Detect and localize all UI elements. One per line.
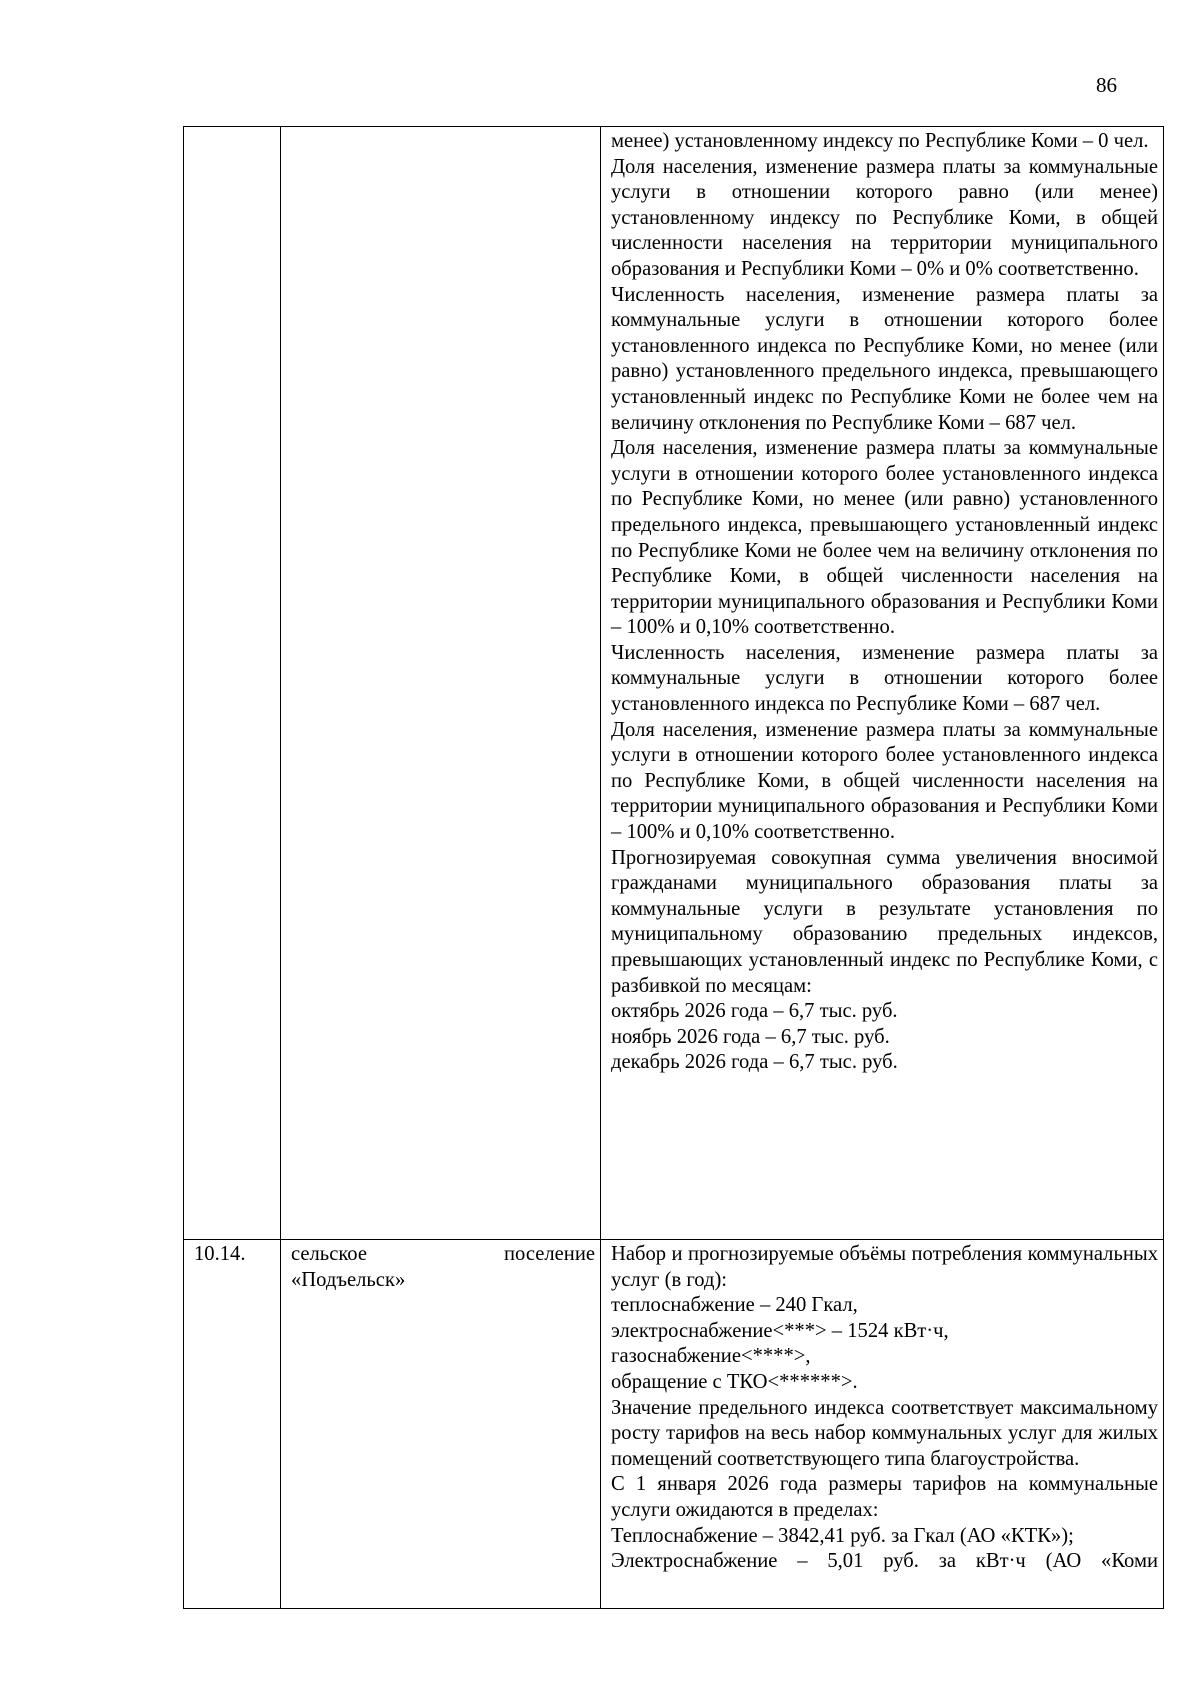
paragraph: газоснабжение<****>,	[611, 1345, 811, 1368]
paragraph: Численность населения, изменение размера платы за коммунальные услуги в отношении которого более установленного индекса по Республике Коми, но менее (или равно) установленного предельного индекса, превышающего установленный индекс по Республике Коми не более чем на величину отклонения по Республике Коми – 687 чел.	[611, 283, 1158, 434]
paragraph: октябрь 2026 года – 6,7 тыс. руб.	[611, 1000, 898, 1023]
paragraph: Прогнозируемая совокупная сумма увеличения вносимой гражданами муниципального образования платы за коммунальные услуги в результате установления по муниципальному образованию предельных индексов, превышающих установленный индекс по Республике Коми, с разбивкой по месяцам:	[611, 846, 1158, 997]
row-description	[611, 1242, 1158, 1575]
paragraph: Электроснабжение – 5,01 руб. за кВт·ч (АО «Коми	[611, 1550, 1158, 1573]
row-description	[611, 129, 1158, 1076]
row-number-cell	[184, 1240, 281, 1609]
table-row	[184, 1240, 1164, 1609]
row-name-cell	[281, 127, 601, 1240]
paragraph: электроснабжение<***> – 1524 кВт·ч,	[611, 1319, 949, 1342]
row-description-cell	[601, 127, 1164, 1240]
paragraph: Доля населения, изменение размера платы за коммунальные услуги в отношении которого более установленного индекса по Республике Коми, но менее (или равно) установленного предельного индекса, превышающего установленный индекс по Республике Коми не более чем на величину отклонения по Республике Коми, в общей численности населения на территории муниципального образования и Республики Коми – 100% и 0,10% соответственно.	[611, 437, 1158, 639]
row-description-cell	[601, 1240, 1164, 1609]
row-name	[291, 1242, 595, 1293]
paragraph: Доля населения, изменение размера платы за коммунальные услуги в отношении которого более установленного индекса по Республике Коми, в общей численности населения на территории муниципального образования и Республики Коми – 100% и 0,10% соответственно.	[611, 718, 1158, 844]
paragraph: декабрь 2026 года – 6,7 тыс. руб.	[611, 1051, 898, 1074]
paragraph: Численность населения, изменение размера платы за коммунальные услуги в отношении которого более установленного индекса по Республике Коми – 687 чел.	[611, 641, 1158, 716]
table-row	[184, 127, 1164, 1240]
paragraph: Набор и прогнозируемые объёмы потребления коммунальных услуг (в год):	[611, 1243, 1158, 1291]
paragraph: С 1 января 2026 года размеры тарифов на коммунальные услуги ожидаются в пределах:	[611, 1473, 1158, 1521]
row-number: 10.14.	[194, 1243, 246, 1265]
row-name-line: сельское поселение	[291, 1243, 595, 1265]
paragraph: теплоснабжение – 240 Гкал,	[611, 1294, 858, 1317]
paragraph: ноябрь 2026 года – 6,7 тыс. руб.	[611, 1025, 890, 1048]
row-name-cell	[281, 1240, 601, 1609]
row-number-cell	[184, 127, 281, 1240]
paragraph: Доля населения, изменение размера платы за коммунальные услуги в отношении которого равно (или менее) установленному индексу по Республике Коми, в общей численности населения на территории муниципального образования и Республики Коми – 0% и 0% соответственно.	[611, 155, 1158, 280]
paragraph: менее) установленному индексу по Республике Коми – 0 чел.	[611, 130, 1149, 152]
paragraph: Значение предельного индекса соответствует максимальному росту тарифов на весь набор коммунальных услуг для жилых помещений соответствующего типа благоустройства.	[611, 1396, 1158, 1470]
page-number: 86	[1096, 73, 1117, 97]
paragraph: обращение с ТКО<******>.	[611, 1370, 858, 1393]
row-name-line: «Подъельск»	[291, 1268, 406, 1291]
document-table	[183, 126, 1164, 1609]
paragraph: Теплоснабжение – 3842,41 руб. за Гкал (АО «КТК»);	[611, 1524, 1074, 1547]
